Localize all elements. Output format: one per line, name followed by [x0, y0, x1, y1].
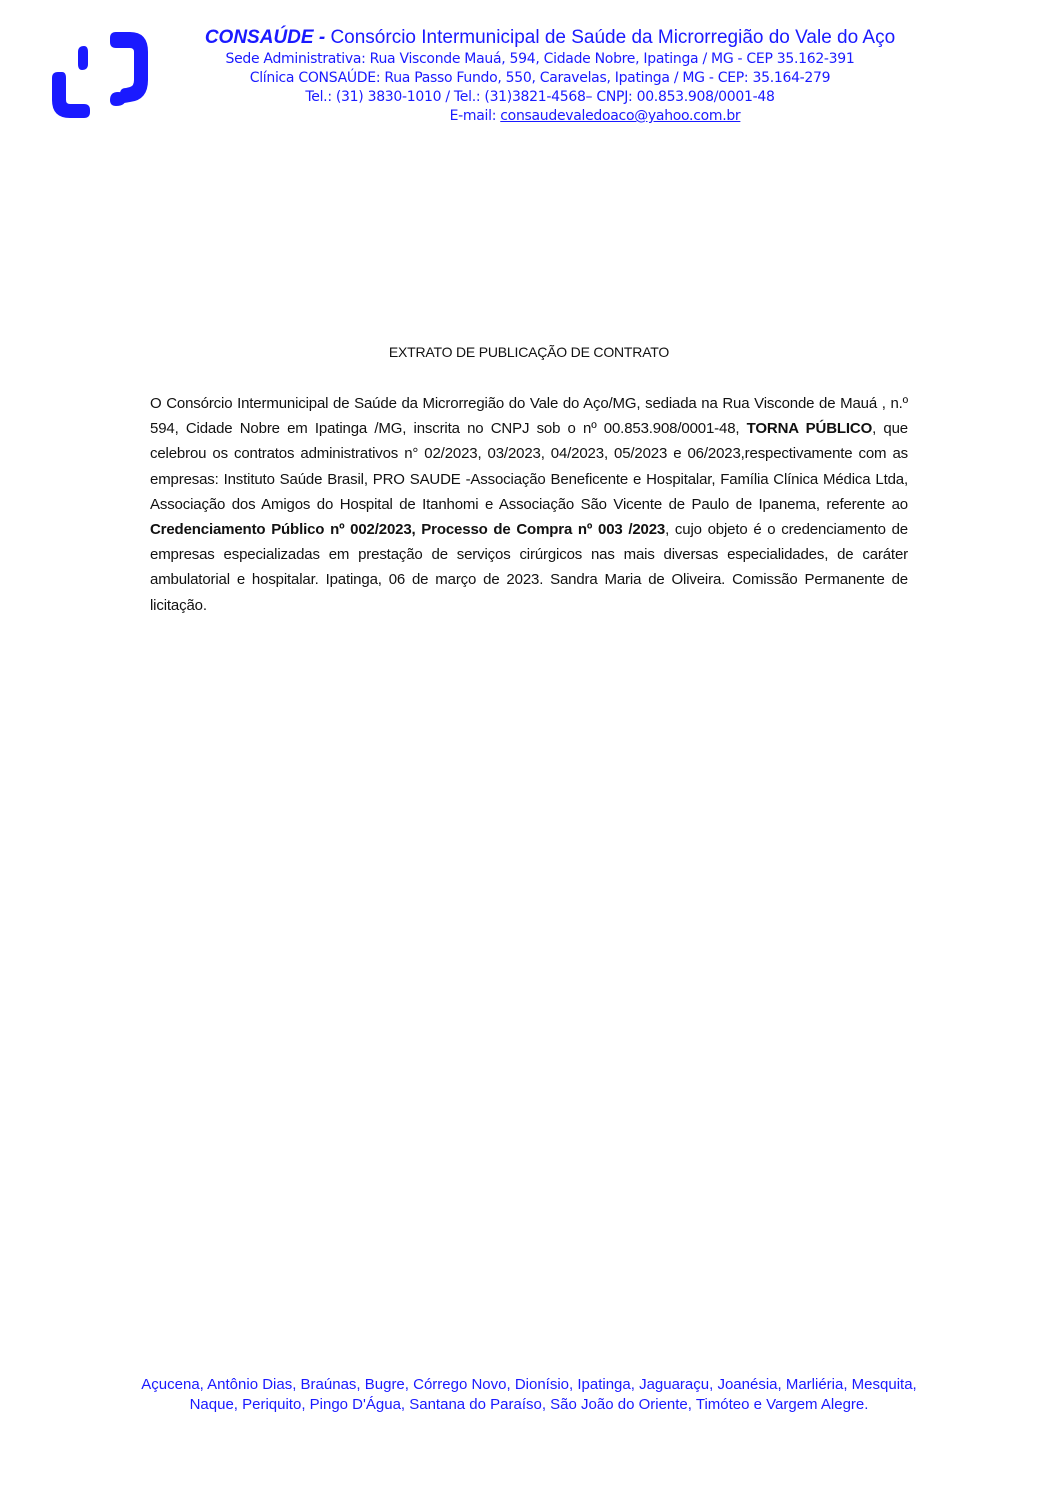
address-clinic: Clínica CONSAÚDE: Rua Passo Fundo, 550, Caravelas, Ipatinga / MG - CEP: 35.164-279 [249, 70, 831, 86]
document-body [150, 391, 908, 618]
brand-name: CONSAÚDE - [204, 27, 326, 48]
body-text-2: , que celebrou os contratos administrativos n° 02/2023, 03/2023, 04/2023, 05/2023 e 06/2023,respectivamente com as empresas: Instituto Saúde Brasil, PRO SAUDE -Associação Beneficente e Hospitalar, Família Clínica Médica Ltda, Associação dos Amigos do Hospital de Itanhomi e Associação São Vicente de Paulo de Ipanema, referente ao [150, 420, 908, 513]
footer-line-2: Naque, Periquito, Pingo D'Água, Santana do Paraíso, São João do Oriente, Timóteo e Vargem Alegre. [189, 1396, 869, 1413]
letterhead [160, 26, 920, 126]
email-link[interactable]: consaudevaledoaco@yahoo.com.br [500, 108, 741, 124]
body-text-3: , cujo objeto é o credenciamento de empresas especializadas em prestação de serviços cirúrgicos nas mais diversas especialidades, de caráter ambulatorial e hospitalar. Ipatinga, 06 de março de 2023. Sandra Maria de Oliveira. Comissão Permanente de licitação. [150, 521, 908, 614]
body-bold-2: Credenciamento Público nº 002/2023, Processo de Compra nº 003 /2023 [150, 521, 666, 539]
org-name: Consórcio Intermunicipal de Saúde da Microrregião do Vale do Aço [325, 27, 896, 48]
org-title [180, 26, 920, 50]
document-title: EXTRATO DE PUBLICAÇÃO DE CONTRATO [388, 344, 670, 360]
contact-phones: Tel.: (31) 3830-1010 / Tel.: (31)3821-4568– CNPJ: 00.853.908/0001-48 [305, 89, 775, 105]
email-line [270, 107, 920, 126]
body-text-1: O Consórcio Intermunicipal de Saúde da Microrregião do Vale do Aço/MG, sediada na Rua Visconde de Mauá , n.º 594, Cidade Nobre em Ipatinga /MG, inscrita no CNPJ sob o nº 00.853.908/0001-48, [150, 395, 908, 438]
body-bold-1: TORNA PÚBLICO [746, 420, 873, 438]
footer-line-1: Açucena, Antônio Dias, Braúnas, Bugre, Córrego Novo, Dionísio, Ipatinga, Jaguaraçu, Joanésia, Marliéria, Mesquita, [141, 1376, 917, 1393]
address-admin: Sede Administrativa: Rua Visconde Mauá, 594, Cidade Nobre, Ipatinga / MG - CEP 35.162-391 [225, 51, 855, 67]
email-label: E-mail: [449, 108, 501, 124]
footer-municipalities [0, 1375, 1058, 1415]
consaude-logo [50, 30, 150, 120]
